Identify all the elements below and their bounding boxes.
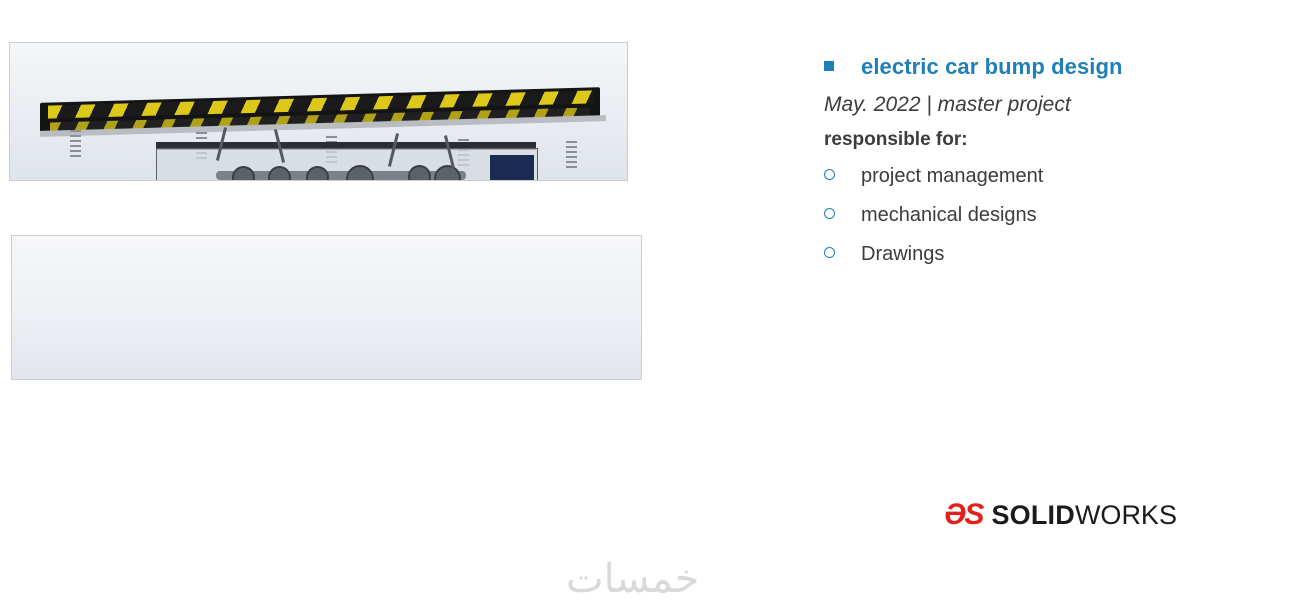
solidworks-mark-icon: ƏS bbox=[944, 498, 983, 531]
slide-subtitle: May. 2022 | master project bbox=[824, 93, 1071, 117]
list-item-label: Drawings bbox=[861, 243, 945, 266]
render-image-top bbox=[9, 42, 628, 181]
list-item bbox=[824, 204, 1264, 227]
solidworks-wordmark bbox=[991, 499, 1177, 530]
solidworks-logo bbox=[944, 498, 1177, 532]
title-row bbox=[824, 55, 1264, 79]
list-item bbox=[824, 165, 1264, 188]
control-plate-shape bbox=[490, 155, 534, 181]
gear-shape bbox=[408, 165, 431, 181]
spring-shape bbox=[70, 129, 81, 157]
page-title: electric car bump design bbox=[861, 54, 1123, 79]
render-image-bottom bbox=[11, 235, 642, 380]
circle-bullet-icon bbox=[824, 208, 835, 219]
slide-text-column bbox=[824, 55, 1264, 282]
square-bullet-icon bbox=[824, 61, 834, 71]
circle-bullet-icon bbox=[824, 247, 835, 258]
list-item bbox=[824, 243, 1264, 266]
solidworks-word-light: WORKS bbox=[1074, 499, 1177, 530]
responsibilities-label: responsible for: bbox=[824, 129, 968, 151]
circle-bullet-icon bbox=[824, 169, 835, 180]
watermark-text: خمسات bbox=[566, 556, 700, 602]
solidworks-word-bold: SOLID bbox=[991, 499, 1075, 530]
spring-shape bbox=[566, 140, 577, 168]
list-item-label: project management bbox=[861, 165, 1044, 188]
list-item-label: mechanical designs bbox=[861, 204, 1037, 227]
